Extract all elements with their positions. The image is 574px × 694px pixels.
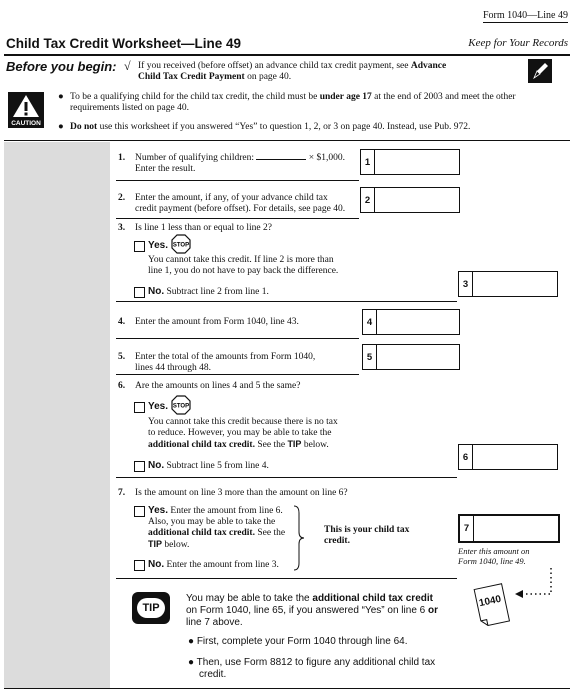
dotted-arrow [515,566,555,602]
line-7-no-text: No. Enter the amount from line 3. [148,559,279,570]
line-5-text: Enter the total of the amounts from Form 1040, lines 44 through 48. [135,352,316,373]
bottom-rule [4,688,570,689]
keep-records-note: Keep for Your Records [468,37,568,49]
caution-bullet-2: ● Do not use this worksheet if you answered “Yes” to question 1, 2, or 3 on page 40. Instead, use Pub. 972. [58,122,471,132]
line-7-no-checkbox[interactable] [134,560,145,571]
line-4-rule [116,338,359,339]
line-6-question: Are the amounts on lines 4 and 5 the same? [135,381,301,391]
caution-icon: CAUTION [8,92,44,128]
line-1-rule [116,180,359,181]
page-title: Child Tax Credit Worksheet—Line 49 [6,36,242,51]
line-4-number: 4. [118,317,126,327]
line-3-number: 3. [118,223,126,233]
section-rule [4,140,570,141]
stop-icon [171,395,191,415]
caution-bullet-1: ● To be a qualifying child for the child tax credit, the child must be under age 17 at the end of 2003 and meet the other requirements listed on page 40. [58,92,516,113]
line-2-text: Enter the amount, if any, of your advance child tax credit payment (before offset). For details, see page 40. [135,193,346,214]
header-rule [4,54,570,56]
line-3-no-checkbox[interactable] [134,287,145,298]
check-mark: √ [124,59,131,73]
tip-bullet-2: ● Then, use Form 8812 to figure any additional child tax credit. [188,657,436,680]
line-7-enter-note: Enter this amount on Form 1040, line 49. [458,546,530,566]
line-5-rule [116,374,359,375]
line-7-yes-checkbox[interactable] [134,506,145,517]
line-6-yes-label: Yes. [148,401,169,412]
line-5-number: 5. [118,352,126,362]
line-7-yes-text: Yes. Enter the amount from line 6. Also, you may be able to take the additional child tax credit. See the TIP below. [148,505,286,550]
svg-text:STOP: STOP [172,242,190,249]
line-1-entry[interactable]: 1 [360,149,460,175]
line-6-number: 6. [118,381,126,391]
line-6-rule [116,477,457,478]
line-7-question: Is the amount on line 3 more than the amount on line 6? [135,488,348,498]
line-3-no-text: No. Subtract line 2 from line 1. [148,286,269,297]
line-2-number: 2. [118,193,126,203]
line-2-rule [116,218,359,219]
line-7-number: 7. [118,488,126,498]
line-6-yes-text: You cannot take this credit because there is no tax to reduce. However, you may be able to take the additional child tax credit. See the TIP below. [148,417,338,450]
left-margin-shade [4,142,110,688]
line-6-no-checkbox[interactable] [134,461,145,472]
line-3-yes-text: You cannot take this credit. If line 2 is more than line 1, you do not have to pay back the difference. [148,255,339,276]
line-2-entry[interactable]: 2 [360,187,460,213]
line-4-entry[interactable]: 4 [362,309,460,335]
brace [292,505,306,571]
tip-bullet-1: ● First, complete your Form 1040 through line 64. [188,636,408,647]
line-1-text: Number of qualifying children: × $1,000. Enter the result. [135,153,345,174]
stop-icon [171,234,191,254]
child-tax-credit-note: This is your child tax credit. [324,525,410,546]
line-3-yes-label: Yes. [148,240,169,251]
line-1-number: 1. [118,153,126,163]
advance-payment-note: If you received (before offset) an advance child tax credit payment, see Advance Child Tax Credit Payment on page 40. [138,61,447,82]
before-you-begin-label: Before you begin: [6,59,117,74]
line-7-rule [116,578,457,579]
form-1040-label: 1040 [478,593,503,610]
pencil-icon [528,59,552,83]
line-3-question: Is line 1 less than or equal to line 2? [135,223,272,233]
form-reference: Form 1040—Line 49 [483,10,568,21]
tip-icon: TIP [132,592,170,624]
line-3-rule [116,301,457,302]
line-6-yes-checkbox[interactable] [134,402,145,413]
line-6-no-text: No. Subtract line 5 from line 4. [148,460,269,471]
tip-text: You may be able to take the additional child tax credit on Form 1040, line 65, if you answered “Yes” on line 6 or line 7 above. [186,593,438,628]
line-3-yes-checkbox[interactable] [134,241,145,252]
line-5-entry[interactable]: 5 [362,344,460,370]
line-6-entry[interactable]: 6 [458,444,558,470]
line-4-text: Enter the amount from Form 1040, line 43. [135,317,299,327]
svg-text:STOP: STOP [172,403,190,410]
line-7-entry[interactable]: 7 [458,514,560,543]
line-3-entry[interactable]: 3 [458,271,558,297]
